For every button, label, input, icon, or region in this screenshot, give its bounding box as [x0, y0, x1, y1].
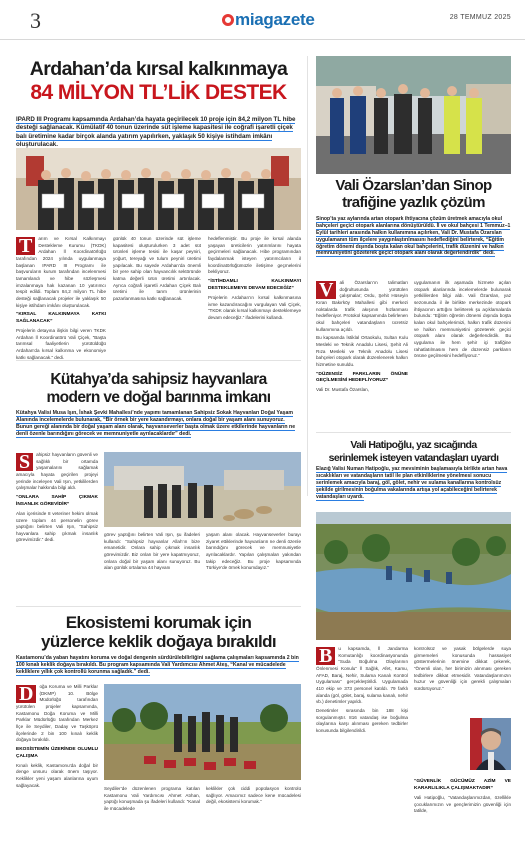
- story5-col1-text: u kapsamda, İl Jandarma Komutanlığı koordinasyonunda “Suda Boğulma Olaylarının Önlenmesi Konulu” İl Sağlık, Afet, Kamu, AFAD, Baraj, Nehir, Sulama Kanalı Kontrol Uygulaması” gerçekleştirildi. Uygulamada 410 ekip ve 373 personel katıldı. 79 farklı alanda (göl, gölet, baraj, sulama kanalı, nehir vb.) denetimler yapıldı.: [316, 646, 408, 705]
- story3-headline-line2: yüzlerce keklik doğaya bırakıldı: [41, 632, 276, 651]
- story1-col3: [208, 236, 301, 321]
- story5-col1: [316, 646, 408, 735]
- story5-photo: [316, 512, 511, 640]
- story1-headline: [16, 60, 301, 103]
- story2-col2: [104, 532, 200, 572]
- story3-col1-text2: Kınalı keklik, Kastamonu’da doğal bir denge unsuru olarak önem taşıyor. Keklikler yeni yaşam alanlarına uyum sağlayacak.: [16, 762, 98, 788]
- story4-dropcap: V: [316, 281, 336, 299]
- story2-headline: [16, 372, 301, 405]
- story5-portrait: [470, 718, 511, 770]
- issue-date: 28 TEMMUZ 2025: [449, 14, 511, 21]
- story3-col1-text: oğa Koruma ve Milli Parklar (DKMP) 10. Bölge Müdürlüğü tarafından yürütülen projeler kapsamında, Kastamonu Doğa Koruma ve Milli Parklar Müdürlüğü tarafından Merkez İlçe ile Seydiler, Daday ve Taşköprü ilçelerinde 2 bin 100 kınalı keklik doğaya bırakıldı.: [16, 684, 98, 743]
- story1-deck-text: IPARD III Programı kapsamında Ardahan’da hayata geçirilecek 10 proje için 84,2 milyon TL hibe desteği sağlanacak. Kümülatif 40 tonun üzerinde süt işleme kapasitesi ile coğrafi işaretli çiçek balı üretimine kadar birçok alanda yatırım yapılırken, yaklaşık 50 kişiye istihdam imkânı oluşturulacak.: [16, 116, 296, 149]
- story4-col1-subhead: “DÜZENSİZ PARKLARIN ÖNÜNE GEÇİLMESİNİ HEDEFLİYORUZ”: [316, 371, 408, 384]
- story4-headline-line2: trafiğine yazlık çözüm: [342, 194, 485, 211]
- story2-photo: [104, 452, 301, 527]
- divider: [16, 606, 301, 607]
- story4-photo: [316, 56, 511, 174]
- story1-deck: [16, 116, 301, 149]
- story5-col2: [414, 646, 511, 693]
- story5-col2-text: kontrolsüz ve yasak bölgelerde suya girmemeleri konusunda hassasiyet göstermelerinin önemine dikkat çekerek, “Önemli olan, her birimizin alınması gereken tedbirlere dikkat etmesidir. Vatandaşlarımızın huzur ve güvenliği için gerekli çalışmaları sürdürüyoruz.”: [414, 646, 511, 691]
- story1-col1: [16, 236, 106, 361]
- story4-headline: [316, 178, 511, 210]
- story4-col1-text: ali Özarslan’ın talimatları doğrultusunda yürütülen çalışmalar; Ordu, Şehit Hüseyin Kıran Bakırköy Mahallesi gibi merkezi noktalarda trafik akışının hızlanması hedefleniyor. Protokol kapsamında belirlenen okul bahçeleri vatandaşların ücretsiz kullanımına açıldı.: [316, 280, 408, 332]
- story3-col2-text: Seydiler’de düzenlenen programa katılan Kastamonu Vali Yardımcısı Ahmet Atıhan, yaptığı konuşmada şu ifadeleri kullandı: “Kanal ile mücadelede: [104, 786, 200, 811]
- story2-deck: [16, 410, 301, 438]
- story1-photo: [16, 148, 301, 230]
- story3-deck: [16, 655, 301, 676]
- story5-headline-line1: Vali Hatipoğlu, yaz sıcağında: [350, 439, 477, 451]
- story3-dropcap: D: [16, 685, 36, 703]
- story1-col2: [113, 236, 201, 303]
- story1-col2-text: günlük 40 tonun üzerinde süt işleme kapasitesi oluşturulurken 3 adet süt ürünleri işleme tesisi ile kaşar peyniri, yoğurt, tereyağı ve tulum peyniri üretimi yapılacak. Bu sayede Ardahan’da önemli bir yere sahip olan hayvancılık sektöründe katma değerli ürün üretimi artırılacak. Ayrıca coğrafi işaretli Ardahan Çiçek Balı üretimi ile tarım ürünlerinin pazarlanmasına katkı sağlanacak.: [113, 236, 201, 301]
- page-header: [0, 0, 525, 40]
- story3-headline-line1: Ekosistemi korumak için: [65, 613, 252, 632]
- story2-col1: [16, 452, 98, 544]
- story3-col1-subhead: EKOSİSTEMİN ÜZERİNDE OLUMLU ÇALIŞMA: [16, 746, 98, 759]
- story4-deck-text: Sinop’ta yaz aylarında artan otopark ihtiyacına çözüm üretmek amacıyla okul bahçeleri geçici otopark alanlarına dönüştürüldü. İl ve okul bahçesi 1 Temmuz–1 Eylül tarihleri arasında halkın kullanımına açılırken, Vali Dr. Mustafa Özarslan uygulamanın tüm ilçelere yaygınlaştırılmasını hedeflediğini belirterek, “Eğitim öğretim dönemi dışında boşta kalan okul bahçelerini, trafik düzenini ve halkın memnuniyetini gözeterek geçici otopark alanı olarak değerlendirdik” dedi.: [316, 216, 511, 257]
- story3-headline: [16, 614, 301, 650]
- story1-col3-text: hedeflenmiştir. Bu proje ile kırsal alanda yaşayan üreticilerin yatırımlarını hayata geçirmeleri sağlanacak. Hibe programından faydalanmak isteyen yatırımcıların il koordinatörlüğümüzle iletişime geçmelerini bekliyoruz.: [208, 236, 301, 275]
- story1-col1-text: arım ve Kırsal Kalkınmayı Destekleme Kurumu (TKDK) Ardahan İl Koordinatörlüğü tarafından 2024 yılında uygulanmaya başlanan IPARD III Programı ile başvuruların kurum tarafından incelenmesi tamamlandı ve hibe sözleşmesi imzalanmaya hak kazanan 10 yatırımcı tespit edildi. Toplam 84,2 milyon TL hibe desteği sağlanacak projeler ile yaklaşık 50 kişiye istihdam imkânı oluşturulacak.: [16, 236, 106, 308]
- story3-col2: [104, 786, 200, 813]
- story5-col2-text2: Vali Hatipoğlu, “Vatandaşlarımızdan, özellikle çocuklarımızın ve gençlerimizin güvenliği için tatilde,: [414, 794, 511, 814]
- logo-ring-icon: [222, 14, 234, 26]
- story5-deck: [316, 466, 511, 500]
- story3-col1: [16, 684, 98, 789]
- divider: [316, 432, 511, 433]
- story4-col1: [316, 280, 408, 394]
- site-logo[interactable]: [222, 10, 315, 30]
- story5-dropcap: B: [316, 647, 335, 665]
- story3-photo: [104, 684, 301, 780]
- story2-headline-line1: Kütahya’da sahipsiz hayvanlara: [50, 371, 267, 388]
- story1-col1-subhead: “KIRSAL KALKINMAYA KATKI SAĞLANACAK”: [16, 312, 106, 325]
- page-number: 3: [30, 8, 41, 33]
- story2-col1-subhead: “ONLARA SAHİP ÇIKMAK İNSANLIK GÖREVİDİR”: [16, 494, 98, 507]
- story5-headline-line2: serinlemek isteyen vatandaşları uyardı: [328, 451, 499, 464]
- story4-col2: [414, 280, 511, 360]
- story5-col2-subhead: “GÜVENLİK GÜCÜMÜZ AZİM VE KARARLILIKLA ÇALIŞMAKTADIR”: [414, 779, 511, 791]
- story4-col1-text1b: Bu kapsamda İstiklal Ortaokulu, Sultan Kulu Mesleki ve Teknik Anadolu Lisesi, Şehit Ali Rıza Mesleki ve Teknik Anadolu Lisesi bahçeleri otopark olarak düzenlenerek halkın hizmetine sunuldu.: [316, 335, 408, 367]
- story1-headline-line2: 84 MİLYON TL’LİK DESTEK: [30, 80, 287, 104]
- story2-col1-text: ahipsiz hayvanların güvenli ve sağlıklı bir ortamda yaşamalarını sağlamak amacıyla hayata geçirilen projeyi yerinde inceleyen Vali Işın, yetkililerden çalışmalar hakkında bilgi aldı.: [16, 452, 98, 491]
- story5-deck-text: Elazığ Valisi Numan Hatipoğlu, yaz mevsiminin başlamasıyla birlikte artan hava sıcaklıkları ve vatandaşların tatil ile plan etkinliklerine yönelmesi sonucu serinlemek amacıyla baraj, göl, gölet, nehir ve sulama kanallarına kontrolsüz şekilde girilmesinin boğulma vakalarında artışa yol açabileceğini belirterek vatandaşları uyardı.: [316, 466, 508, 500]
- divider: [16, 360, 301, 361]
- story5-col2b: [414, 776, 511, 815]
- story1-col3-subhead: “İSTİHDAMLI KALKINMAYI DESTEKLEMEYE DEVAM EDECEĞİZ”: [208, 278, 301, 291]
- column-divider: [307, 56, 308, 496]
- story4-deck: [316, 216, 511, 257]
- story2-col1-text2: Alan içerisinde 8 veteriner hekim olmak üzere toplam 44 personelin görev yaptığını belirten Vali Işın, “Sahipsiz hayvanlara sahip çıkmak insanlık görevimizdir.” dedi.: [16, 510, 98, 543]
- story5-headline: [316, 440, 511, 463]
- story2-col2-text: görev yaptığını belirten Vali Işın, şu ifadeleri kullandı: “Sahipsiz hayvanlar Allah’ın bize emanetidir. Onlara sahip çıkmak insanlık görevimizdir. Biz onları bir yere kapatmıyoruz, onlara doğal bir yaşam alanı sunuyoruz. Bu alan günlük ortalama 44 hayvanı: [104, 532, 200, 571]
- story3-col3-text: keklikler çok ciddi popülasyon kontrolü sağlıyor. Amacımız sadece kene mücadelesi değil, ekosistemi korumak.”: [206, 786, 301, 805]
- story1-col3-text2: Projelerin Ardahan’ın kırsal kalkınmasına ivme kazandıracağını vurgulayan Vali Çiçek, “TKDK olarak kırsal kalkınmayı desteklemeye devam edeceğiz.” ifadelerini kullandı.: [208, 294, 301, 320]
- story1-dropcap: T: [16, 237, 35, 255]
- story4-col2-text: uygulamanın ilk aşamada hizmete açılan otopark alanlarında incelemelerde bulunarak yetkililerden bilgi aldı. Vali Özarslan, yaz sezonunda il ile birlikte merkezinde otopark ihtiyacının arttığını belirterek şu açıklamalarda bulundu: “Eğitim öğretim dönemi dışında boşta kalan okul bahçelerimizi, halkın trafik düzenini ve halkın memnuniyetini gözeterek geçici otopark alanı olarak değerlendirdik. Bu uygulama ile hem şehir içi trafiğine rahatlatılmasını hem de düzensiz parkların önüne geçilmesini hedefliyoruz.”: [414, 280, 511, 359]
- story1-col1-text2: Projelerin detayına ilişkin bilgi veren TKDK Ardahan İl Koordinatörü Vali Çiçek, “Başta tarımsal faaliyetlerin yürütüldüğü Ardahan’da kırsal kalkınma ve ekonomiye katkı sağlanacak.” dedi.: [16, 328, 106, 360]
- story1-headline-line1: Ardahan’da kırsal kalkınmaya: [29, 58, 288, 80]
- story2-dropcap: S: [16, 453, 33, 471]
- story4-col1-text2: Vali Dr. Mustafa Özarslan,: [316, 387, 370, 393]
- story2-headline-line2: modern ve doğal barınma imkanı: [46, 388, 271, 406]
- story2-col3-text: yaşam alanı olacak. Hayvanseverler burayı ziyaret ettiklerinde hayvanların ne denli özenle barındığını görecek ve memnuniyetle ayrılacaklardır. Yapılan çalışmaları yakından takip edeceğiz. Bu proje kapsamında Türkiye’de örnek konumdayız.”: [206, 532, 301, 571]
- story3-deck-text: Kastamonu’da yaban hayatını koruma ve doğal dengenin sürdürülebilirliğini sağlama çalışmaları kapsamında 2 bin 100 kınalı keklik doğaya bırakıldı. Bu program kapsamında Vali Yardımcısı Ahmet Ateş, “Kanal ve mücadelede kekliklere yıllık çok kontrollü korunma sağladık.” dedi.: [16, 655, 299, 676]
- logo-text: miagazete: [235, 10, 315, 29]
- story5-col1-text2: Denetimler sırasında bin 188 kişi sorgulanmıştır. 816 vatandaş ise boğulma olaylarına karşı alınması gereken tedbirler konusunda bilgilendirildi.: [316, 707, 408, 733]
- story2-col3: [206, 532, 301, 572]
- story4-headline-line1: Vali Özarslan’dan Sinop: [335, 177, 492, 194]
- story3-col3: [206, 786, 301, 806]
- story2-deck-text: Kütahya Valisi Musa Işın, İshak Şevki Mahallesi’nde yapımı tamamlanan Sahipsiz Sokak Hayvanları Doğal Yaşam Alanında incelemelerde bulunarak, “Bir örnek bir yere kazandırmayı, onlara doğal bir yaşam alanı sunuyoruz. Bunun gereği alanında bir doğal yaşam alanı olarak, hayvanseverler başta olmak üzere etkilerinde hayvanların ne denli özenle barındığını görecek ve memnuniyetle ayrılacaklardır” dedi.: [16, 410, 296, 438]
